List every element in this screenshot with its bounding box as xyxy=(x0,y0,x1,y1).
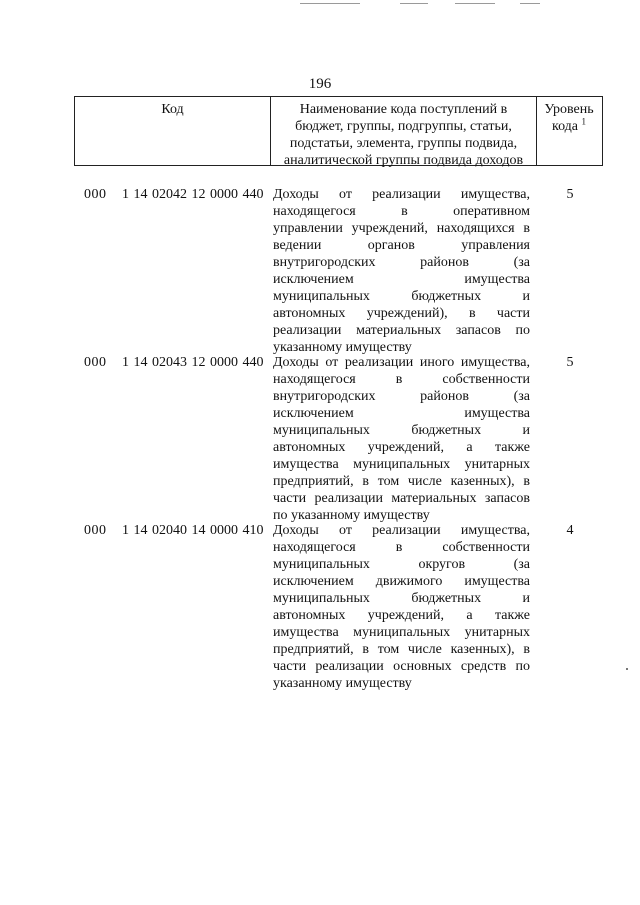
scan-artifact-dot xyxy=(626,668,628,670)
description-line: Доходы от реализации имущества, xyxy=(273,523,530,538)
description-line: Доходы от реализации имущества, xyxy=(273,187,530,202)
description-line: автономных учреждений, а также xyxy=(273,608,530,623)
description-line: исключением имущества xyxy=(273,406,530,421)
revenue-description xyxy=(273,522,530,692)
description-line: муниципальных бюджетных и xyxy=(273,289,530,304)
description-line: управлении учреждений, находящихся в xyxy=(273,221,530,236)
description-line: имущества муниципальных унитарных xyxy=(273,625,530,640)
code-level: 5 xyxy=(566,355,574,370)
header-name-line: подстатьи, элемента, группы подвида, xyxy=(289,136,518,151)
description-line: внутригородских районов (за xyxy=(273,255,530,270)
description-line: части реализации материальных запасов xyxy=(273,491,530,506)
header-code-label: Код xyxy=(161,102,184,117)
description-line: муниципальных округов (за xyxy=(273,557,530,572)
header-name-line: Наименование кода поступлений в xyxy=(299,102,508,117)
admin-code: 000 xyxy=(84,523,107,538)
code-level: 4 xyxy=(566,523,574,538)
description-line: имущества муниципальных унитарных xyxy=(273,457,530,472)
description-line: находящегося в собственности xyxy=(273,540,530,555)
header-name-cell xyxy=(271,97,537,168)
description-line: муниципальных бюджетных и xyxy=(273,423,530,438)
scan-artifact-line xyxy=(400,3,428,4)
header-name-line: бюджет, группы, подгруппы, статьи, xyxy=(295,119,512,134)
header-level-cell xyxy=(537,97,601,165)
description-line: указанному имуществу xyxy=(273,676,412,691)
description-line: ведении органов управления xyxy=(273,238,530,253)
table-header xyxy=(74,96,603,166)
scan-artifact-line xyxy=(520,3,540,4)
scan-artifact-line xyxy=(300,3,360,4)
revenue-description xyxy=(273,186,530,356)
code-level: 5 xyxy=(566,187,574,202)
description-line: Доходы от реализации иного имущества, xyxy=(273,355,530,370)
description-line: находящегося в собственности xyxy=(273,372,530,387)
description-line: части реализации основных средств по xyxy=(273,659,530,674)
description-line: реализации материальных запасов по xyxy=(273,323,530,338)
description-line: автономных учреждений), в части xyxy=(273,306,530,321)
description-line: предприятий, в том числе казенных), в xyxy=(273,642,530,657)
description-line: предприятий, в том числе казенных), в xyxy=(273,474,530,489)
revenue-description xyxy=(273,354,530,524)
description-line: внутригородских районов (за xyxy=(273,389,530,404)
description-line: указанному имуществу xyxy=(273,340,412,355)
header-level-word: кода xyxy=(551,119,579,134)
scan-artifact-line xyxy=(455,3,495,4)
description-line: по указанному имуществу xyxy=(273,508,430,523)
description-line: находящегося в оперативном xyxy=(273,204,530,219)
revenue-code: 1 14 02043 12 0000 440 xyxy=(122,355,264,370)
description-line: исключением имущества xyxy=(273,272,530,287)
footnote-marker: 1 xyxy=(581,116,587,127)
revenue-code: 1 14 02042 12 0000 440 xyxy=(122,187,264,202)
page-number: 196 xyxy=(308,76,332,92)
description-line: автономных учреждений, а также xyxy=(273,440,530,455)
admin-code: 000 xyxy=(84,187,107,202)
description-line: муниципальных бюджетных и xyxy=(273,591,530,606)
revenue-code: 1 14 02040 14 0000 410 xyxy=(122,523,264,538)
header-code-cell xyxy=(75,97,271,165)
header-level-label-2 xyxy=(537,118,601,135)
header-level-label: Уровень xyxy=(544,102,594,117)
header-name-line: аналитической группы подвида доходов xyxy=(283,153,524,168)
admin-code: 000 xyxy=(84,355,107,370)
description-line: исключением движимого имущества xyxy=(273,574,530,589)
